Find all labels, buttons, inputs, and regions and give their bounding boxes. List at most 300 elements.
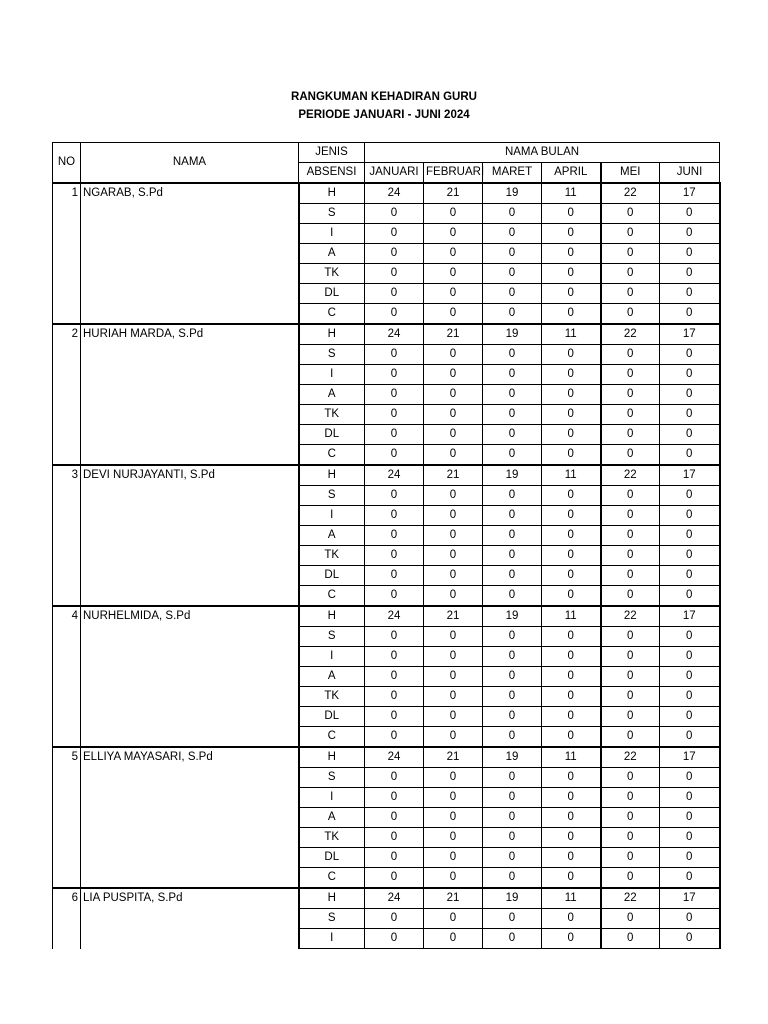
attendance-value: 0	[660, 345, 720, 365]
absence-type: A	[299, 244, 365, 264]
absence-type: DL	[299, 848, 365, 868]
attendance-value: 0	[542, 546, 601, 566]
attendance-value: 0	[660, 707, 720, 727]
attendance-value: 0	[542, 405, 601, 425]
attendance-value: 0	[424, 204, 483, 224]
teacher-number: 4	[53, 606, 81, 747]
attendance-value: 0	[542, 627, 601, 647]
attendance-value: 0	[424, 425, 483, 445]
attendance-value: 0	[424, 506, 483, 526]
attendance-value: 0	[542, 365, 601, 385]
attendance-value: 0	[542, 345, 601, 365]
attendance-table-container	[52, 142, 720, 944]
attendance-value: 0	[424, 848, 483, 868]
table-row	[53, 606, 720, 627]
attendance-value: 0	[424, 828, 483, 848]
absence-type: S	[299, 204, 365, 224]
attendance-value: 0	[660, 244, 720, 264]
attendance-value: 0	[483, 828, 542, 848]
attendance-value: 0	[483, 385, 542, 405]
teacher-name: DEVI NURJAYANTI, S.Pd	[81, 465, 299, 606]
attendance-value: 0	[483, 788, 542, 808]
attendance-value: 0	[601, 204, 660, 224]
header-nama-bulan: NAMA BULAN	[365, 143, 720, 163]
table-row	[53, 465, 720, 486]
attendance-value: 11	[542, 324, 601, 345]
absence-type: TK	[299, 405, 365, 425]
attendance-value: 0	[424, 768, 483, 788]
teacher-name: NURHELMIDA, S.Pd	[81, 606, 299, 747]
attendance-value: 0	[365, 909, 424, 929]
absence-type: S	[299, 486, 365, 506]
attendance-value: 0	[660, 808, 720, 828]
attendance-value: 0	[424, 546, 483, 566]
attendance-value: 0	[601, 304, 660, 325]
attendance-value: 0	[424, 929, 483, 949]
attendance-value: 0	[601, 828, 660, 848]
attendance-value: 0	[660, 304, 720, 325]
attendance-value: 0	[542, 586, 601, 607]
teacher-name: HURIAH MARDA, S.Pd	[81, 324, 299, 465]
attendance-value: 0	[365, 647, 424, 667]
absence-type: A	[299, 526, 365, 546]
attendance-value: 0	[601, 707, 660, 727]
attendance-value: 17	[660, 324, 720, 345]
absence-type: H	[299, 606, 365, 627]
attendance-value: 22	[601, 606, 660, 627]
attendance-value: 0	[660, 627, 720, 647]
attendance-value: 0	[660, 788, 720, 808]
absence-type: H	[299, 324, 365, 345]
attendance-value: 0	[483, 566, 542, 586]
attendance-value: 0	[424, 284, 483, 304]
attendance-value: 19	[483, 747, 542, 768]
attendance-value: 0	[365, 788, 424, 808]
attendance-value: 0	[483, 405, 542, 425]
header-month: FEBRUARI	[424, 163, 483, 184]
attendance-value: 0	[424, 244, 483, 264]
attendance-value: 0	[424, 526, 483, 546]
attendance-value: 0	[601, 647, 660, 667]
attendance-value: 0	[542, 566, 601, 586]
attendance-value: 0	[483, 445, 542, 466]
attendance-value: 0	[542, 848, 601, 868]
table-header	[53, 143, 720, 184]
attendance-value: 0	[542, 486, 601, 506]
attendance-value: 0	[660, 546, 720, 566]
attendance-value: 0	[542, 868, 601, 889]
table-row	[53, 747, 720, 768]
attendance-value: 0	[365, 385, 424, 405]
attendance-value: 0	[601, 727, 660, 748]
attendance-value: 0	[542, 727, 601, 748]
attendance-value: 0	[424, 486, 483, 506]
attendance-value: 0	[483, 909, 542, 929]
attendance-value: 0	[424, 304, 483, 325]
attendance-value: 0	[660, 768, 720, 788]
attendance-value: 0	[365, 667, 424, 687]
attendance-value: 19	[483, 606, 542, 627]
attendance-value: 0	[483, 264, 542, 284]
teacher-number: 6	[53, 888, 81, 949]
attendance-value: 0	[483, 929, 542, 949]
teacher-number: 1	[53, 183, 81, 324]
attendance-value: 0	[542, 204, 601, 224]
attendance-value: 11	[542, 465, 601, 486]
attendance-value: 0	[365, 284, 424, 304]
attendance-value: 0	[660, 868, 720, 889]
attendance-value: 0	[483, 727, 542, 748]
teacher-name: ELLIYA MAYASARI, S.Pd	[81, 747, 299, 888]
attendance-value: 19	[483, 465, 542, 486]
attendance-value: 21	[424, 888, 483, 909]
attendance-value: 0	[542, 526, 601, 546]
attendance-value: 0	[660, 486, 720, 506]
attendance-value: 21	[424, 747, 483, 768]
teacher-number: 5	[53, 747, 81, 888]
attendance-value: 0	[601, 385, 660, 405]
absence-type: S	[299, 627, 365, 647]
attendance-value: 0	[424, 687, 483, 707]
attendance-value: 0	[542, 284, 601, 304]
attendance-value: 0	[542, 768, 601, 788]
attendance-value: 0	[365, 929, 424, 949]
attendance-value: 24	[365, 888, 424, 909]
attendance-value: 0	[365, 546, 424, 566]
attendance-value: 0	[483, 284, 542, 304]
attendance-value: 0	[365, 586, 424, 607]
attendance-value: 22	[601, 465, 660, 486]
attendance-value: 0	[424, 586, 483, 607]
absence-type: C	[299, 586, 365, 607]
attendance-value: 21	[424, 465, 483, 486]
attendance-value: 0	[365, 768, 424, 788]
attendance-value: 17	[660, 465, 720, 486]
attendance-value: 0	[601, 687, 660, 707]
attendance-value: 24	[365, 183, 424, 204]
attendance-value: 0	[601, 768, 660, 788]
header-month: APRIL	[542, 163, 601, 184]
attendance-value: 0	[660, 385, 720, 405]
attendance-value: 0	[365, 848, 424, 868]
attendance-value: 0	[365, 828, 424, 848]
attendance-value: 24	[365, 747, 424, 768]
attendance-value: 11	[542, 888, 601, 909]
attendance-value: 0	[365, 868, 424, 889]
attendance-value: 0	[424, 647, 483, 667]
attendance-value: 0	[483, 586, 542, 607]
document-subtitle: PERIODE JANUARI - JUNI 2024	[298, 109, 470, 121]
attendance-value: 0	[542, 707, 601, 727]
absence-type: I	[299, 365, 365, 385]
attendance-value: 0	[660, 224, 720, 244]
attendance-value: 0	[601, 627, 660, 647]
absence-type: A	[299, 667, 365, 687]
attendance-value: 0	[483, 486, 542, 506]
attendance-value: 0	[365, 425, 424, 445]
attendance-value: 0	[424, 445, 483, 466]
attendance-value: 0	[365, 808, 424, 828]
attendance-value: 21	[424, 606, 483, 627]
attendance-value: 0	[601, 405, 660, 425]
absence-type: DL	[299, 707, 365, 727]
attendance-value: 0	[601, 929, 660, 949]
attendance-value: 0	[542, 224, 601, 244]
attendance-value: 0	[542, 687, 601, 707]
attendance-value: 0	[424, 667, 483, 687]
attendance-value: 0	[424, 224, 483, 244]
attendance-value: 0	[365, 707, 424, 727]
absence-type: H	[299, 888, 365, 909]
attendance-value: 0	[424, 627, 483, 647]
attendance-value: 0	[365, 224, 424, 244]
attendance-value: 22	[601, 747, 660, 768]
attendance-value: 0	[424, 788, 483, 808]
attendance-value: 0	[601, 345, 660, 365]
attendance-value: 0	[542, 385, 601, 405]
attendance-value: 0	[542, 828, 601, 848]
attendance-value: 0	[424, 707, 483, 727]
attendance-value: 0	[483, 667, 542, 687]
attendance-value: 0	[542, 304, 601, 325]
attendance-value: 0	[542, 244, 601, 264]
table-row	[53, 324, 720, 345]
absence-type: TK	[299, 828, 365, 848]
attendance-value: 21	[424, 183, 483, 204]
attendance-value: 0	[365, 405, 424, 425]
table-body	[53, 183, 720, 949]
absence-type: H	[299, 183, 365, 204]
absence-type: A	[299, 385, 365, 405]
attendance-value: 0	[601, 244, 660, 264]
attendance-value: 0	[660, 828, 720, 848]
attendance-value: 17	[660, 747, 720, 768]
attendance-value: 22	[601, 324, 660, 345]
absence-type: S	[299, 345, 365, 365]
attendance-value: 0	[542, 506, 601, 526]
attendance-value: 0	[365, 486, 424, 506]
attendance-value: 0	[660, 445, 720, 466]
attendance-value: 0	[483, 868, 542, 889]
attendance-value: 11	[542, 747, 601, 768]
attendance-value: 0	[660, 365, 720, 385]
attendance-value: 0	[601, 284, 660, 304]
header-jenis: JENIS	[299, 143, 365, 163]
table-row	[53, 888, 720, 909]
attendance-value: 0	[424, 405, 483, 425]
absence-type: DL	[299, 425, 365, 445]
attendance-value: 0	[660, 727, 720, 748]
attendance-value: 0	[483, 768, 542, 788]
attendance-value: 0	[483, 526, 542, 546]
attendance-value: 0	[365, 204, 424, 224]
attendance-value: 0	[542, 909, 601, 929]
attendance-value: 0	[483, 304, 542, 325]
attendance-value: 0	[365, 244, 424, 264]
attendance-value: 0	[601, 224, 660, 244]
attendance-value: 0	[601, 586, 660, 607]
attendance-value: 0	[365, 727, 424, 748]
attendance-value: 0	[424, 264, 483, 284]
attendance-value: 0	[483, 244, 542, 264]
attendance-value: 0	[601, 526, 660, 546]
absence-type: S	[299, 909, 365, 929]
teacher-name: NGARAB, S.Pd	[81, 183, 299, 324]
header-nama: NAMA	[81, 143, 299, 184]
attendance-value: 0	[601, 868, 660, 889]
header-month: JANUARI	[365, 163, 424, 184]
attendance-value: 0	[601, 909, 660, 929]
attendance-value: 0	[601, 425, 660, 445]
table-row	[53, 183, 720, 204]
attendance-value: 11	[542, 183, 601, 204]
attendance-value: 0	[601, 667, 660, 687]
teacher-number: 2	[53, 324, 81, 465]
attendance-value: 0	[424, 909, 483, 929]
attendance-value: 0	[660, 687, 720, 707]
attendance-value: 0	[365, 687, 424, 707]
attendance-value: 0	[660, 909, 720, 929]
attendance-value: 0	[542, 425, 601, 445]
attendance-value: 17	[660, 606, 720, 627]
absence-type: C	[299, 445, 365, 466]
header-no: NO	[53, 143, 81, 184]
attendance-value: 0	[483, 707, 542, 727]
attendance-value: 19	[483, 183, 542, 204]
attendance-value: 0	[483, 506, 542, 526]
attendance-value: 0	[660, 425, 720, 445]
attendance-value: 0	[542, 788, 601, 808]
attendance-value: 0	[483, 546, 542, 566]
attendance-value: 0	[660, 667, 720, 687]
attendance-value: 19	[483, 888, 542, 909]
header-month: JUNI	[660, 163, 720, 184]
attendance-value: 0	[483, 647, 542, 667]
attendance-value: 0	[542, 667, 601, 687]
attendance-value: 0	[601, 506, 660, 526]
attendance-value: 24	[365, 324, 424, 345]
attendance-value: 0	[660, 526, 720, 546]
attendance-value: 0	[601, 445, 660, 466]
attendance-value: 0	[601, 788, 660, 808]
attendance-value: 0	[542, 264, 601, 284]
absence-type: S	[299, 768, 365, 788]
absence-type: H	[299, 747, 365, 768]
attendance-value: 0	[660, 405, 720, 425]
attendance-value: 0	[483, 204, 542, 224]
attendance-value: 0	[542, 929, 601, 949]
attendance-value: 0	[424, 868, 483, 889]
absence-type: I	[299, 647, 365, 667]
attendance-value: 0	[365, 345, 424, 365]
absence-type: A	[299, 808, 365, 828]
attendance-value: 0	[601, 486, 660, 506]
attendance-value: 0	[542, 647, 601, 667]
absence-type: H	[299, 465, 365, 486]
attendance-value: 0	[483, 848, 542, 868]
attendance-value: 24	[365, 465, 424, 486]
attendance-value: 0	[365, 264, 424, 284]
attendance-value: 0	[660, 848, 720, 868]
attendance-value: 0	[424, 566, 483, 586]
absence-type: I	[299, 506, 365, 526]
attendance-value: 0	[483, 345, 542, 365]
attendance-value: 0	[601, 264, 660, 284]
attendance-value: 0	[601, 566, 660, 586]
attendance-value: 22	[601, 183, 660, 204]
attendance-value: 19	[483, 324, 542, 345]
absence-type: DL	[299, 284, 365, 304]
attendance-value: 0	[424, 365, 483, 385]
attendance-value: 0	[601, 808, 660, 828]
attendance-value: 0	[483, 687, 542, 707]
attendance-value: 0	[483, 224, 542, 244]
attendance-value: 0	[483, 365, 542, 385]
attendance-value: 21	[424, 324, 483, 345]
attendance-value: 0	[660, 506, 720, 526]
attendance-value: 24	[365, 606, 424, 627]
absence-type: I	[299, 788, 365, 808]
absence-type: C	[299, 304, 365, 325]
attendance-value: 0	[660, 284, 720, 304]
attendance-value: 0	[424, 345, 483, 365]
attendance-value: 0	[365, 365, 424, 385]
absence-type: DL	[299, 566, 365, 586]
attendance-value: 0	[601, 546, 660, 566]
attendance-value: 0	[365, 566, 424, 586]
attendance-value: 0	[660, 264, 720, 284]
absence-type: C	[299, 868, 365, 889]
attendance-value: 0	[660, 929, 720, 949]
document-title: RANGKUMAN KEHADIRAN GURU	[291, 91, 477, 103]
attendance-value: 17	[660, 183, 720, 204]
attendance-value: 0	[601, 365, 660, 385]
attendance-table	[52, 142, 721, 949]
attendance-value: 0	[365, 526, 424, 546]
attendance-value: 0	[542, 808, 601, 828]
header-month: MEI	[601, 163, 660, 184]
absence-type: TK	[299, 546, 365, 566]
attendance-value: 0	[365, 627, 424, 647]
attendance-value: 0	[601, 848, 660, 868]
attendance-value: 0	[424, 808, 483, 828]
absence-type: I	[299, 224, 365, 244]
attendance-value: 22	[601, 888, 660, 909]
attendance-value: 0	[660, 566, 720, 586]
attendance-value: 0	[424, 727, 483, 748]
absence-type: TK	[299, 687, 365, 707]
attendance-value: 0	[660, 204, 720, 224]
attendance-value: 0	[424, 385, 483, 405]
attendance-value: 11	[542, 606, 601, 627]
header-absensi: ABSENSI	[299, 163, 365, 184]
attendance-value: 0	[483, 808, 542, 828]
attendance-value: 0	[483, 627, 542, 647]
attendance-value: 0	[542, 445, 601, 466]
teacher-number: 3	[53, 465, 81, 606]
absence-type: C	[299, 727, 365, 748]
attendance-value: 0	[365, 445, 424, 466]
attendance-value: 0	[365, 506, 424, 526]
attendance-value: 0	[483, 425, 542, 445]
absence-type: I	[299, 929, 365, 949]
attendance-value: 0	[660, 647, 720, 667]
absence-type: TK	[299, 264, 365, 284]
teacher-name: LIA PUSPITA, S.Pd	[81, 888, 299, 949]
header-month: MARET	[483, 163, 542, 184]
attendance-value: 0	[660, 586, 720, 607]
attendance-value: 17	[660, 888, 720, 909]
